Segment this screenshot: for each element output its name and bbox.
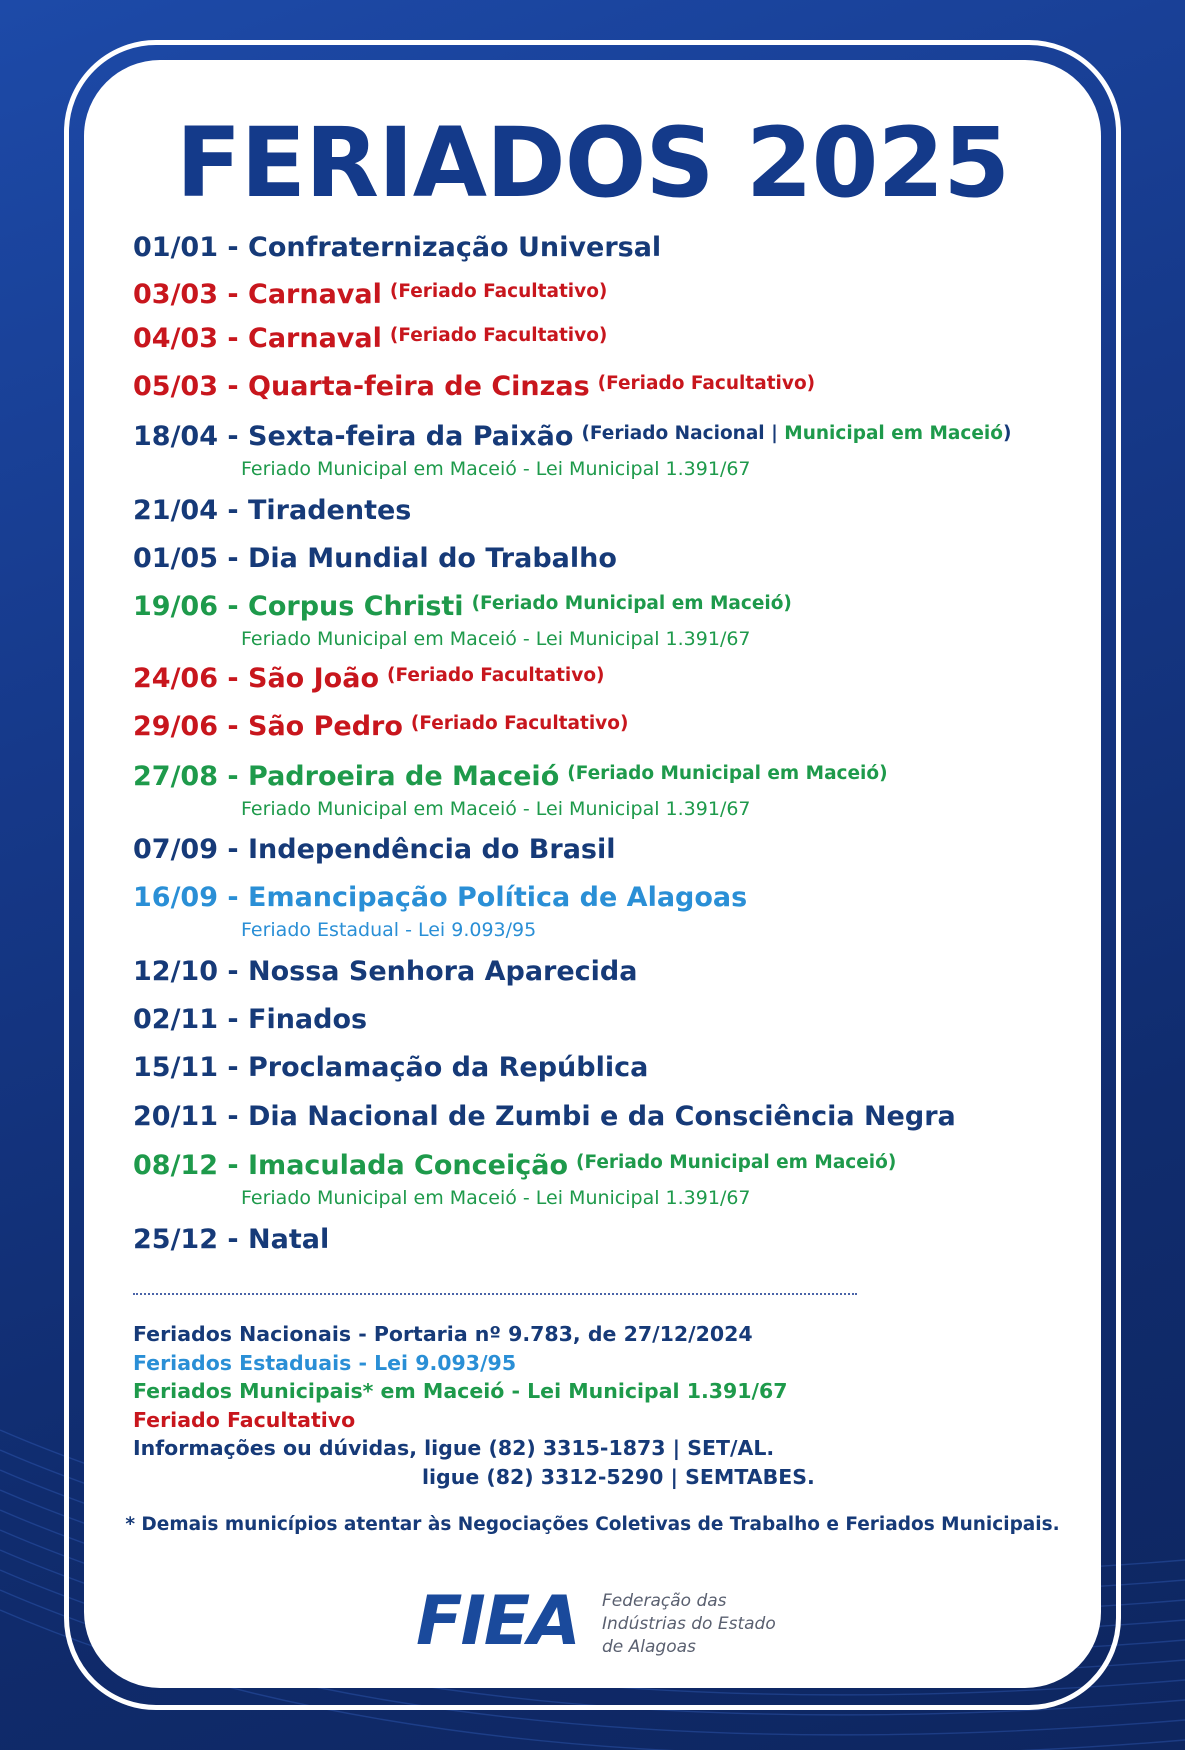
holiday-label: 05/03 - Quarta-feira de Cinzas bbox=[133, 371, 590, 402]
dotted-divider bbox=[133, 1293, 857, 1295]
holiday-list bbox=[133, 228, 1063, 1268]
holiday-sub-note: Feriado Municipal em Maceió - Lei Municipal 1.391/67 bbox=[241, 1187, 751, 1209]
holiday-item bbox=[133, 757, 1063, 830]
holiday-label: 16/09 - Emancipação Política de Alagoas bbox=[133, 882, 748, 913]
holiday-label: 08/12 - Imaculada Conceição bbox=[133, 1150, 568, 1181]
legend-municipais: Feriados Municipais* em Maceió - Lei Municipal 1.391/67 bbox=[133, 1379, 788, 1403]
holiday-label: 18/04 - Sexta-feira da Paixão bbox=[133, 421, 574, 452]
fiea-logo bbox=[416, 1582, 596, 1661]
holiday-note: (Feriado Facultativo) bbox=[387, 665, 605, 686]
holiday-item bbox=[133, 659, 1063, 707]
holiday-item bbox=[133, 275, 1063, 319]
holiday-label: 27/08 - Padroeira de Maceió bbox=[133, 761, 560, 792]
holiday-item bbox=[133, 1000, 1063, 1048]
holiday-note: (Feriado Facultativo) bbox=[410, 713, 629, 734]
fiea-tagline-line: Federação das bbox=[602, 1591, 727, 1611]
holiday-item bbox=[133, 830, 1063, 878]
holiday-note: (Feriado Facultativo) bbox=[597, 373, 816, 394]
holiday-label: 29/06 - São Pedro bbox=[133, 711, 403, 742]
holiday-label: 25/12 - Natal bbox=[133, 1224, 330, 1255]
holiday-note: (Feriado Nacional bbox=[581, 423, 765, 444]
disclaimer-note: * Demais municípios atentar às Negociações Coletivas de Trabalho e Feriados Municipais. bbox=[125, 1514, 1060, 1535]
holiday-note: (Feriado Facultativo) bbox=[389, 281, 608, 302]
holiday-item bbox=[133, 491, 1063, 539]
legend-footer bbox=[133, 1320, 1063, 1491]
holiday-label: 24/06 - São João bbox=[133, 663, 379, 694]
holiday-label: 21/04 - Tiradentes bbox=[133, 495, 412, 526]
fiea-tagline bbox=[602, 1590, 776, 1659]
holiday-item bbox=[133, 587, 1063, 659]
holiday-note: (Feriado Municipal em Maceió) bbox=[576, 1152, 897, 1173]
holiday-label: 03/03 - Carnaval bbox=[133, 279, 382, 310]
holiday-item bbox=[133, 1097, 1063, 1146]
legend-nacionais: Feriados Nacionais - Portaria nº 9.783, de 27/12/2024 bbox=[133, 1322, 753, 1346]
holiday-item bbox=[133, 417, 1063, 491]
holiday-note: (Feriado Municipal em Maceió) bbox=[567, 763, 888, 784]
holiday-item bbox=[133, 878, 1063, 952]
contact-info-2: ligue (82) 3312-5290 | SEMTABES. bbox=[422, 1464, 815, 1489]
holiday-label: 07/09 - Independência do Brasil bbox=[133, 834, 616, 865]
holiday-label: 01/05 - Dia Mundial do Trabalho bbox=[133, 543, 617, 574]
legend-estaduais: Feriados Estaduais - Lei 9.093/95 bbox=[133, 1350, 517, 1375]
holiday-item bbox=[133, 228, 1063, 275]
holiday-item bbox=[133, 1146, 1063, 1220]
holiday-note-municipal: Municipal em Maceió bbox=[784, 423, 1003, 444]
holiday-item bbox=[133, 707, 1063, 757]
holiday-sub-note: Feriado Municipal em Maceió - Lei Municipal 1.391/67 bbox=[241, 628, 751, 650]
holiday-label: 01/01 - Confraternização Universal bbox=[133, 232, 662, 263]
holiday-sub-note: Feriado Municipal em Maceió - Lei Municipal 1.391/67 bbox=[241, 798, 751, 820]
holiday-label: 19/06 - Corpus Christi bbox=[133, 591, 464, 622]
page-title: FERIADOS 2025 bbox=[175, 107, 1010, 219]
holiday-label: 04/03 - Carnaval bbox=[133, 323, 382, 354]
holiday-item bbox=[133, 539, 1063, 587]
holiday-sub-note: Feriado Estadual - Lei 9.093/95 bbox=[241, 919, 537, 941]
holiday-note: (Feriado Municipal em Maceió) bbox=[471, 593, 792, 614]
holiday-item bbox=[133, 1220, 1063, 1268]
legend-facultativo: Feriado Facultativo bbox=[133, 1407, 356, 1432]
holiday-label: 15/11 - Proclamação da República bbox=[133, 1052, 649, 1083]
holiday-label: 02/11 - Finados bbox=[133, 1004, 368, 1035]
contact-info: Informações ou dúvidas, ligue (82) 3315-1873 | SET/AL. bbox=[133, 1436, 775, 1460]
holiday-item bbox=[133, 1048, 1063, 1097]
fiea-tagline-line: de Alagoas bbox=[602, 1637, 696, 1657]
holiday-item bbox=[133, 952, 1063, 1000]
fiea-logo-word: FIEA bbox=[416, 1582, 579, 1661]
holiday-item bbox=[133, 367, 1063, 417]
holiday-label: 20/11 - Dia Nacional de Zumbi e da Consciência Negra bbox=[133, 1101, 956, 1132]
holiday-note-separator: | bbox=[764, 423, 785, 444]
holiday-label: 12/10 - Nossa Senhora Aparecida bbox=[133, 956, 638, 987]
holiday-note: (Feriado Facultativo) bbox=[389, 325, 608, 346]
holiday-sub-note: Feriado Municipal em Maceió - Lei Municipal 1.391/67 bbox=[241, 458, 751, 480]
holiday-item bbox=[133, 319, 1063, 367]
fiea-tagline-line: Indústrias do Estado bbox=[602, 1614, 776, 1634]
holiday-note-close: ) bbox=[1002, 423, 1012, 444]
